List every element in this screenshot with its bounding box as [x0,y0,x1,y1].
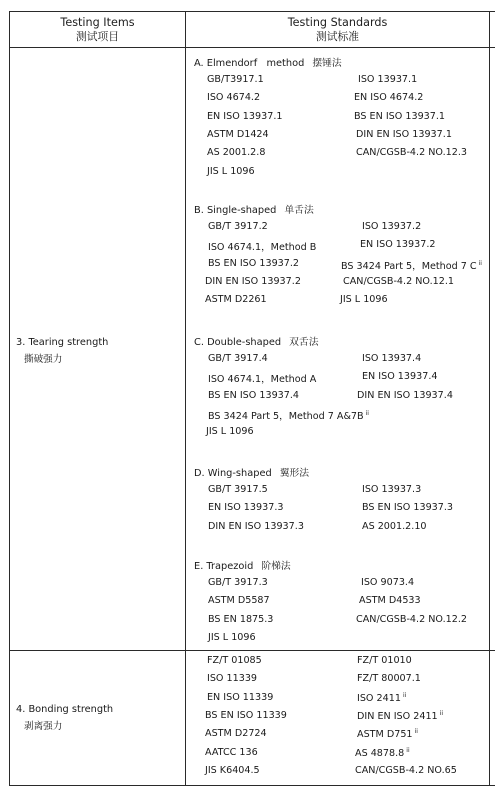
footnote-marker: ii [402,691,407,699]
standard-left [208,239,316,253]
method-title [194,465,309,479]
standard-right-text: CAN/CGSB-4.2 NO.12.1 [343,275,454,287]
standard-left [205,765,260,776]
item-bonding-en: 4. Bonding strength [16,704,114,715]
method-title-cn: 单舌法 [284,205,314,216]
standard-right [360,239,435,250]
header-testing-items [10,16,185,44]
standard-right [357,655,412,666]
item-tearing-en: 3. Tearing strength [16,337,109,348]
standard-right-text: BS EN ISO 13937.3 [362,502,454,514]
standard-right-text: ISO 13937.2 [362,221,422,232]
standard-left-text: FZ/T 01085 [207,655,262,666]
standard-left-text: GB/T3917.1 [207,74,264,85]
standard-left [206,426,254,437]
standard-row [0,710,495,724]
standard-right [357,692,406,704]
standard-left-text: GB/T 3917.4 [208,353,268,364]
standard-right-text: ISO 13937.1 [358,74,418,85]
method-title [194,334,319,348]
standard-right-text: AS 2001.2.10 [362,520,427,532]
standard-right [357,673,421,684]
method-title-en: C. Double-shaped [194,337,282,348]
standard-left-text: GB/T 3917.3 [208,577,268,588]
standard-left-text: ISO 4674.1，Method A [208,374,317,386]
standard-left [207,92,260,103]
standard-row [0,390,495,404]
standard-right [343,276,454,287]
standard-left-text: JIS L 1096 [206,426,254,438]
standard-right [356,129,452,140]
standard-row [0,294,495,308]
standard-row [0,765,495,779]
standard-row [0,484,495,498]
footnote-marker: ii [478,259,482,267]
standard-left [208,258,299,269]
standard-row [0,371,495,385]
standard-right-text: JIS L 1096 [340,294,388,306]
standard-right-text: ISO 13937.4 [362,353,422,364]
standard-right [354,92,423,103]
standard-right [355,765,457,776]
method-title-cn: 阶梯法 [261,561,291,572]
method-title-en: A. Elmendorf method [194,58,305,69]
standard-row [0,426,495,440]
standard-right-text: DIN EN ISO 13937.4 [357,389,453,401]
standard-left-text: JIS L 1096 [208,631,256,643]
standard-row [0,728,495,742]
method-title-en: D. Wing-shaped [194,468,272,479]
standard-left [207,166,255,177]
standard-right-text: AS 4878.8 [355,747,405,759]
standard-right-text: CAN/CGSB-4.2 NO.12.3 [356,147,467,159]
standard-row [0,747,495,761]
standard-left-text: EN ISO 11339 [207,691,274,703]
standard-row [0,74,495,88]
standard-row [0,408,495,422]
standard-left-text: GB/T 3917.5 [208,484,268,495]
standard-left [207,692,273,703]
method-title-cn: 摆锤法 [312,58,342,69]
standard-left-text: DIN EN ISO 13937.2 [205,275,301,287]
standard-right [362,221,421,232]
standard-left [208,221,268,232]
method-title [194,558,291,572]
standard-row [0,692,495,706]
standard-right [362,484,421,495]
standard-right-text: ISO 13937.3 [362,484,422,495]
standard-right-text: DIN EN ISO 13937.1 [356,128,452,140]
standard-right [354,111,445,122]
standard-left [208,484,268,495]
header-items-en: Testing Items [60,16,135,29]
standard-left [207,673,257,684]
standard-row [0,577,495,591]
standard-right [356,614,467,625]
standard-left-text: ASTM D2724 [205,728,267,740]
method-title-cn: 翼形法 [279,468,310,479]
standard-left [208,353,268,364]
header-standards-en: Testing Standards [287,16,388,29]
standard-right [357,728,418,740]
standard-left [207,147,265,158]
method-title [194,202,314,216]
standard-right [355,747,410,759]
standard-row [0,111,495,125]
standard-left-text: AATCC 136 [205,746,258,758]
standard-left-text: BS EN 1875.3 [208,613,274,625]
standard-right-text: EN ISO 13937.2 [360,239,436,251]
standard-left-text: BS EN ISO 13937.2 [208,257,300,269]
standard-left-text: ISO 4674.2 [207,92,261,104]
standard-row [0,166,495,180]
table-bottom-border [9,785,495,786]
standard-row [0,655,495,669]
standard-left [208,577,268,588]
standard-row [0,258,495,272]
standard-left-text: BS 3424 Part 5，Method 7 A&7B [208,410,364,422]
standard-left-text: GB/T 3917.2 [208,221,268,232]
standard-right [362,521,427,532]
standard-right [357,390,453,401]
standard-row [0,276,495,290]
standard-left-text: AS 2001.2.8 [207,147,266,159]
standard-left-text: ASTM D1424 [207,128,269,140]
table-top-border [9,11,495,12]
standard-right-text: ISO 9073.4 [361,577,415,588]
standard-right-text: CAN/CGSB-4.2 NO.65 [355,764,457,776]
standard-right [361,577,414,588]
standard-row [0,614,495,628]
standard-left [207,655,262,666]
method-title-en: B. Single-shaped [194,205,277,216]
standard-left [208,632,256,643]
standard-left-text: ASTM D2261 [205,294,267,306]
standard-left [205,710,287,721]
standard-right [358,74,417,85]
standard-right [362,502,453,513]
method-title [194,55,342,69]
standard-left [207,111,282,122]
standard-right [356,147,467,158]
footnote-marker: ii [406,746,410,754]
standard-right [357,710,443,722]
footnote-marker: ii [414,728,418,736]
standard-left-text: BS EN ISO 11339 [205,709,287,721]
standard-left [207,129,269,140]
standard-left-text: ASTM D5587 [208,595,270,607]
standard-right-text: ASTM D4533 [359,595,421,607]
standard-row [0,239,495,253]
standard-row [0,521,495,535]
standard-row [0,353,495,367]
standard-row [0,147,495,161]
standard-right-text: ASTM D751 [357,729,413,741]
standard-row [0,673,495,687]
standard-right [359,595,421,606]
standard-right [362,353,421,364]
standard-left [208,521,304,532]
standard-left-text: JIS L 1096 [207,165,255,177]
standard-right-text: BS EN ISO 13937.1 [354,110,446,122]
standard-right-text: ISO 2411 [357,692,401,704]
standard-row [0,92,495,106]
standard-right [362,371,437,382]
standard-right-text: CAN/CGSB-4.2 NO.12.2 [356,613,467,625]
header-standards-cn: 测试标准 [315,30,360,43]
standard-left [207,74,264,85]
standard-right-text: EN ISO 4674.2 [354,92,424,104]
standard-row [0,221,495,235]
standard-right-text: DIN EN ISO 2411 [357,710,438,722]
standard-left-text: EN ISO 13937.3 [208,502,284,514]
standard-left [208,408,369,422]
standard-left [208,595,270,606]
item-tearing-cn: 撕破强力 [24,354,63,365]
row-divider [9,650,495,651]
header-testing-standards [186,16,489,44]
standard-left [205,276,301,287]
standard-left [208,390,299,401]
standard-left-text: EN ISO 13937.1 [207,110,283,122]
standard-left-text: ISO 11339 [207,673,258,685]
footnote-marker: ii [439,709,444,717]
standard-left-text: ISO 4674.1，Method B [208,242,317,254]
header-bottom-border [9,47,495,48]
standard-left-text: BS EN ISO 13937.4 [208,389,300,401]
standard-right [340,294,388,305]
standard-row [0,632,495,646]
standard-right-text: EN ISO 13937.4 [362,371,438,383]
footnote-marker: ii [365,409,369,417]
standard-right-text: BS 3424 Part 5，Method 7 C [341,260,477,272]
item-bonding-cn: 剥离强力 [24,721,63,732]
standard-left-text: DIN EN ISO 13937.3 [208,520,304,532]
standard-left-text: JIS K6404.5 [205,764,260,776]
standard-right-text: FZ/T 01010 [357,655,412,666]
standard-left [205,728,267,739]
standard-right [341,258,482,272]
standard-row [0,502,495,516]
method-title-en: E. Trapezoid [194,561,254,572]
standard-left [208,371,316,385]
standard-row [0,129,495,143]
standard-row [0,595,495,609]
standard-left [205,747,258,758]
method-title-cn: 双舌法 [289,337,319,348]
standard-right-text: FZ/T 80007.1 [357,673,421,685]
standard-left [205,294,267,305]
standard-left [208,502,283,513]
standard-left [208,614,273,625]
header-items-cn: 测试项目 [75,30,120,43]
